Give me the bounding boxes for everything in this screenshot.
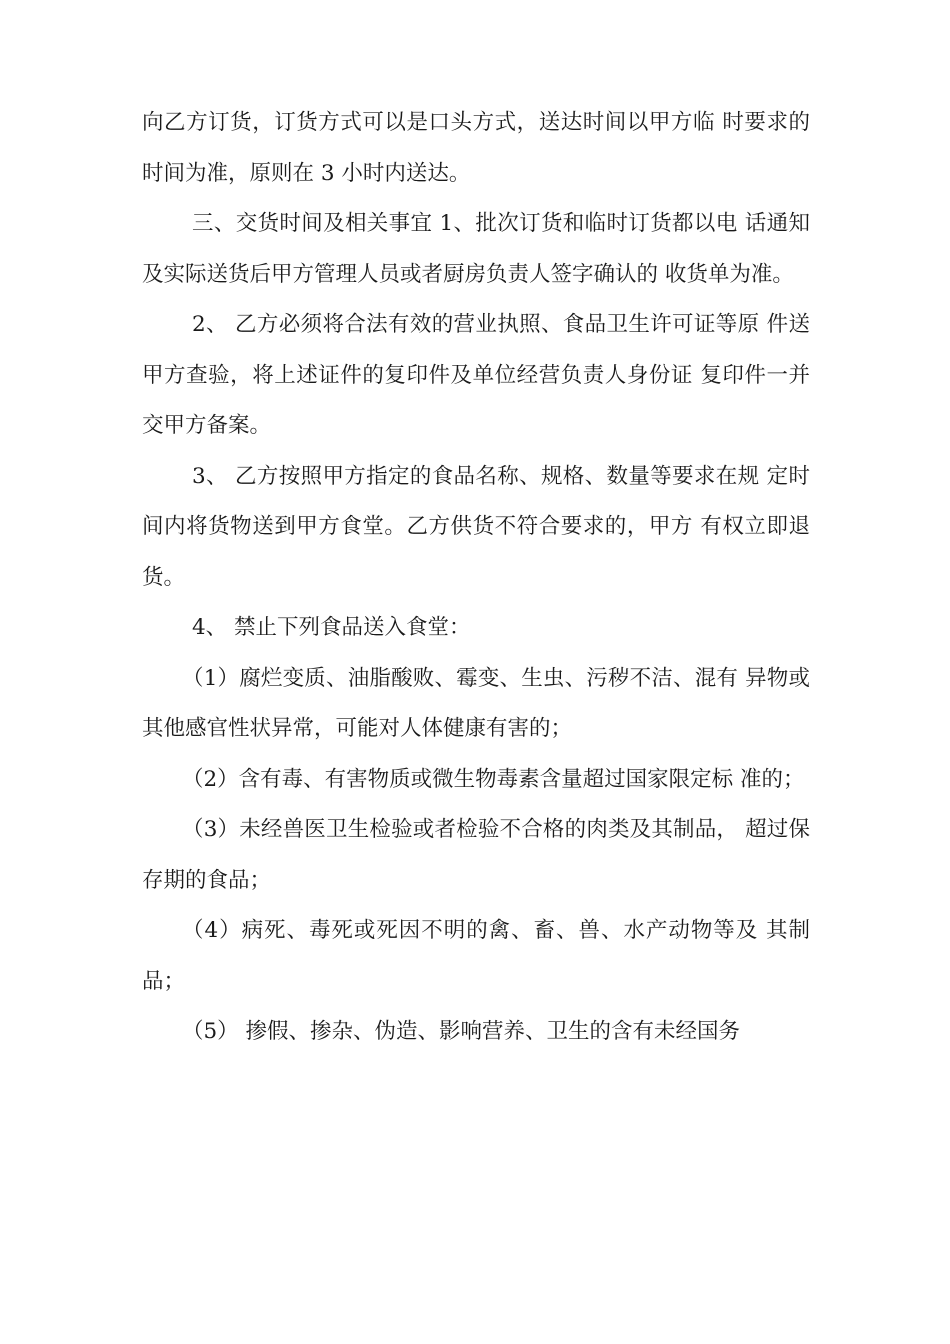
list-item-2: （2）含有毒、有害物质或微生物毒素含量超过国家限定标 准的； [182, 766, 805, 792]
paragraph-item-2: 2、 乙方必须将合法有效的营业执照、食品卫生许可证等原 件送甲方查验，将上述证件的复印件及单位经营负责人身份证 复印件一并交甲方备案。 [142, 312, 810, 438]
document-body [142, 98, 810, 1058]
paragraph-ordering-continued: 向乙方订货，订货方式可以是口头方式，送达时间以甲方临 时要求的时间为准，原则在 3 小时内送达。 [142, 110, 810, 186]
list-item-1: （1）腐烂变质、油脂酸败、霉变、生虫、污秽不洁、混有 异物或其他感官性状异常，可能对人体健康有害的； [142, 665, 810, 741]
paragraph-section-three: 三、交货时间及相关事宜 1、批次订货和临时订货都以电 话通知及实际送货后甲方管理人员或者厨房负责人签字确认的 收货单为准。 [142, 211, 810, 287]
paragraph-item-3: 3、 乙方按照甲方指定的食品名称、规格、数量等要求在规 定时间内将货物送到甲方食堂。乙方供货不符合要求的，甲方 有权立即退货。 [142, 463, 810, 590]
list-item-4: （4）病死、毒死或死因不明的禽、畜、兽、水产动物等及 其制品； [142, 918, 810, 994]
paragraph-item-4: 4、 禁止下列食品送入食堂： [192, 615, 471, 640]
list-item-3: （3）未经兽医卫生检验或者检验不合格的肉类及其制品， 超过保存期的食品； [142, 817, 810, 893]
list-item-5: （5） 掺假、掺杂、伪造、影响营养、卫生的含有未经国务 [182, 1019, 741, 1044]
